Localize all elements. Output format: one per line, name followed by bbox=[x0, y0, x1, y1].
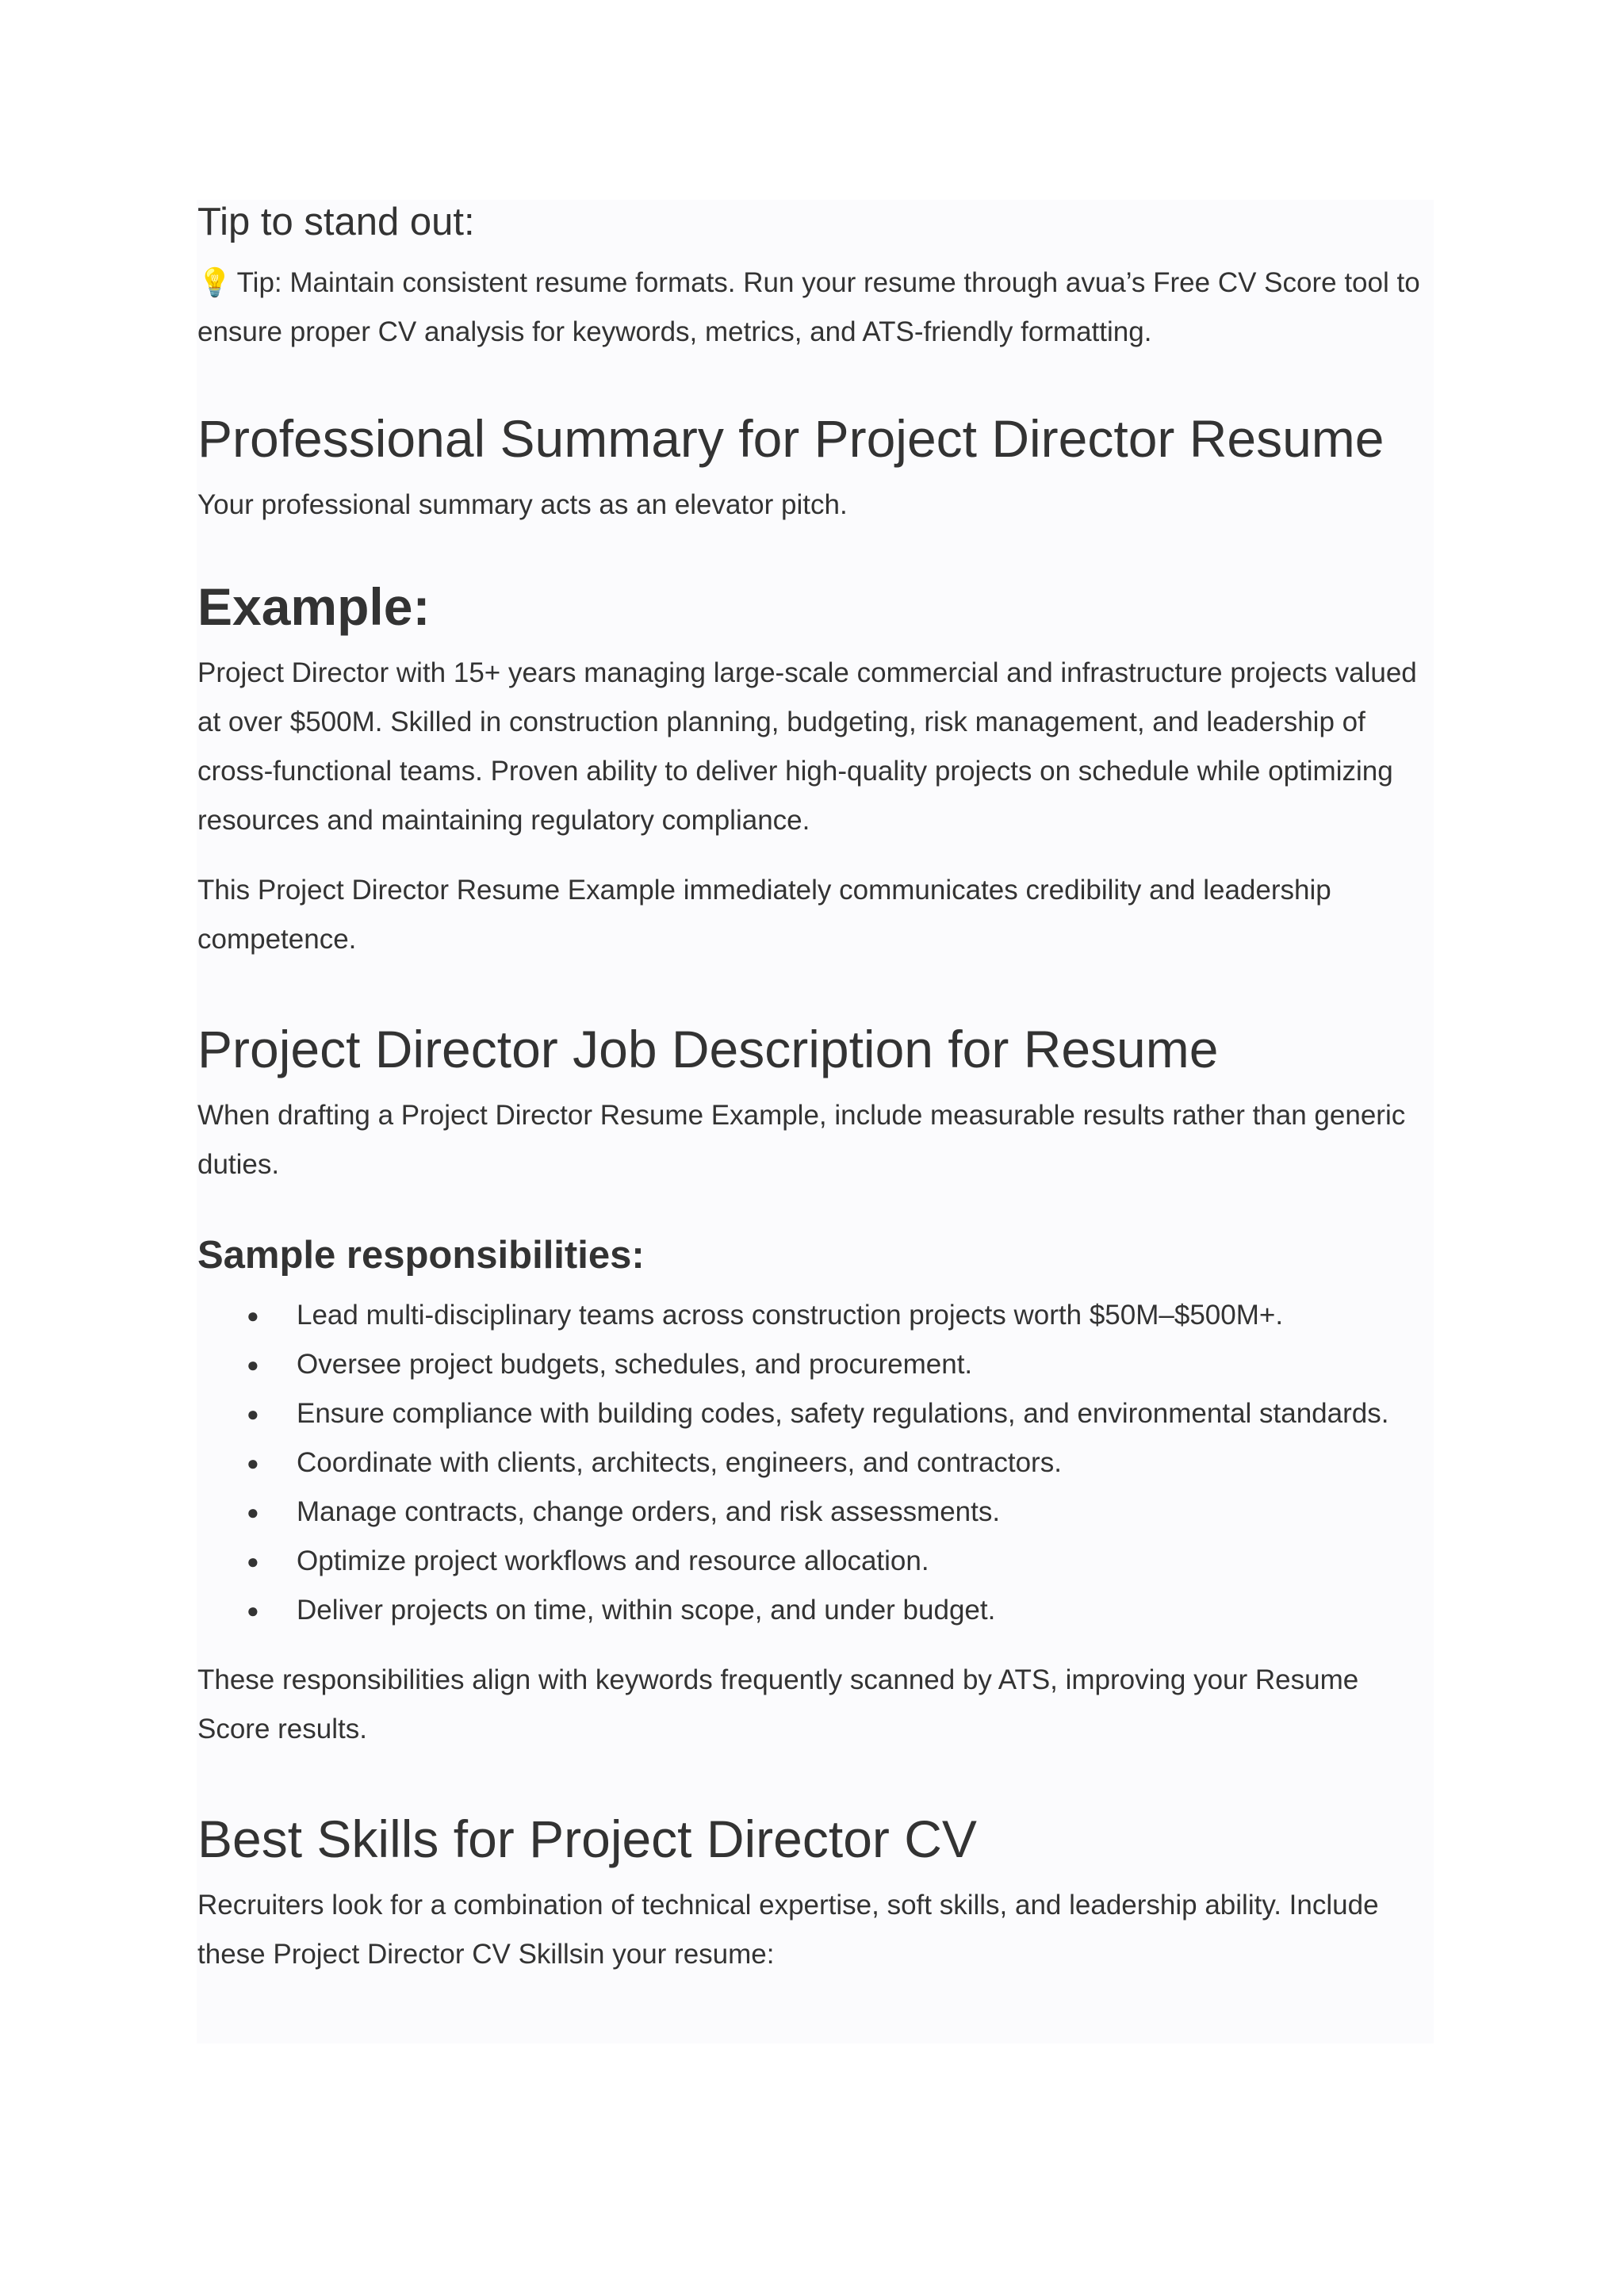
job-description-text: When drafting a Project Director Resume Example, include measurable results rather than generic duties. bbox=[197, 1100, 1406, 1180]
responsibilities-note: These responsibilities align with keywords frequently scanned by ATS, improving your Resume Score results. bbox=[197, 1664, 1359, 1744]
job-description-heading: Project Director Job Description for Resume bbox=[197, 1020, 1219, 1078]
skills-heading: Best Skills for Project Director CV bbox=[197, 1810, 977, 1868]
list-item: ● Lead multi-disciplinary teams across construction projects worth $50M–$500M+. bbox=[197, 1291, 1434, 1340]
list-item: ● Oversee project budgets, schedules, and procurement. bbox=[197, 1340, 1434, 1389]
list-item: ● Manage contracts, change orders, and risk assessments. bbox=[197, 1488, 1434, 1537]
document-body bbox=[197, 190, 1434, 1979]
tip-heading: Tip to stand out: bbox=[197, 201, 475, 243]
list-item: ● Optimize project workflows and resource allocation. bbox=[197, 1537, 1434, 1586]
summary-heading: Professional Summary for Project Director Resume bbox=[197, 409, 1385, 468]
responsibilities-list bbox=[197, 1291, 1434, 1635]
example-heading: Example: bbox=[197, 577, 431, 636]
bullet-icon: ● bbox=[247, 1549, 259, 1573]
skills-text: Recruiters look for a combination of technical expertise, soft skills, and leadership ability. Include these Project Director CV Skillsin your resume: bbox=[197, 1890, 1379, 1970]
bullet-icon: ● bbox=[247, 1599, 259, 1622]
tip-text: Tip: Maintain consistent resume formats. Run your resume through avua’s Free CV Score tool to ensure proper CV analysis for keywords, metrics, and ATS-friendly formatting. bbox=[197, 267, 1420, 347]
bullet-icon: ● bbox=[247, 1402, 259, 1426]
bullet-icon: ● bbox=[247, 1451, 259, 1475]
tip-paragraph bbox=[197, 259, 1434, 357]
list-item: ● Coordinate with clients, architects, engineers, and contractors. bbox=[197, 1438, 1434, 1488]
list-item: ● Ensure compliance with building codes, safety regulations, and environmental standards. bbox=[197, 1389, 1434, 1438]
example-text: Project Director with 15+ years managing large-scale commercial and infrastructure projects valued at over $500M. Skilled in construction planning, budgeting, risk management, and leadership of cross-functional teams. Proven ability to deliver high-quality projects on schedule while optimizing resources and maintaining regulatory compliance. bbox=[197, 657, 1417, 836]
bullet-icon: ● bbox=[247, 1500, 259, 1524]
lightbulb-icon: 💡 bbox=[197, 267, 232, 298]
example-note: This Project Director Resume Example immediately communicates credibility and leadership competence. bbox=[197, 875, 1331, 955]
bullet-icon: ● bbox=[247, 1353, 259, 1377]
summary-text: Your professional summary acts as an elevator pitch. bbox=[197, 489, 848, 520]
list-item: ● Deliver projects on time, within scope, and under budget. bbox=[197, 1586, 1434, 1635]
responsibilities-heading: Sample responsibilities: bbox=[197, 1234, 645, 1277]
bullet-icon: ● bbox=[247, 1304, 259, 1327]
